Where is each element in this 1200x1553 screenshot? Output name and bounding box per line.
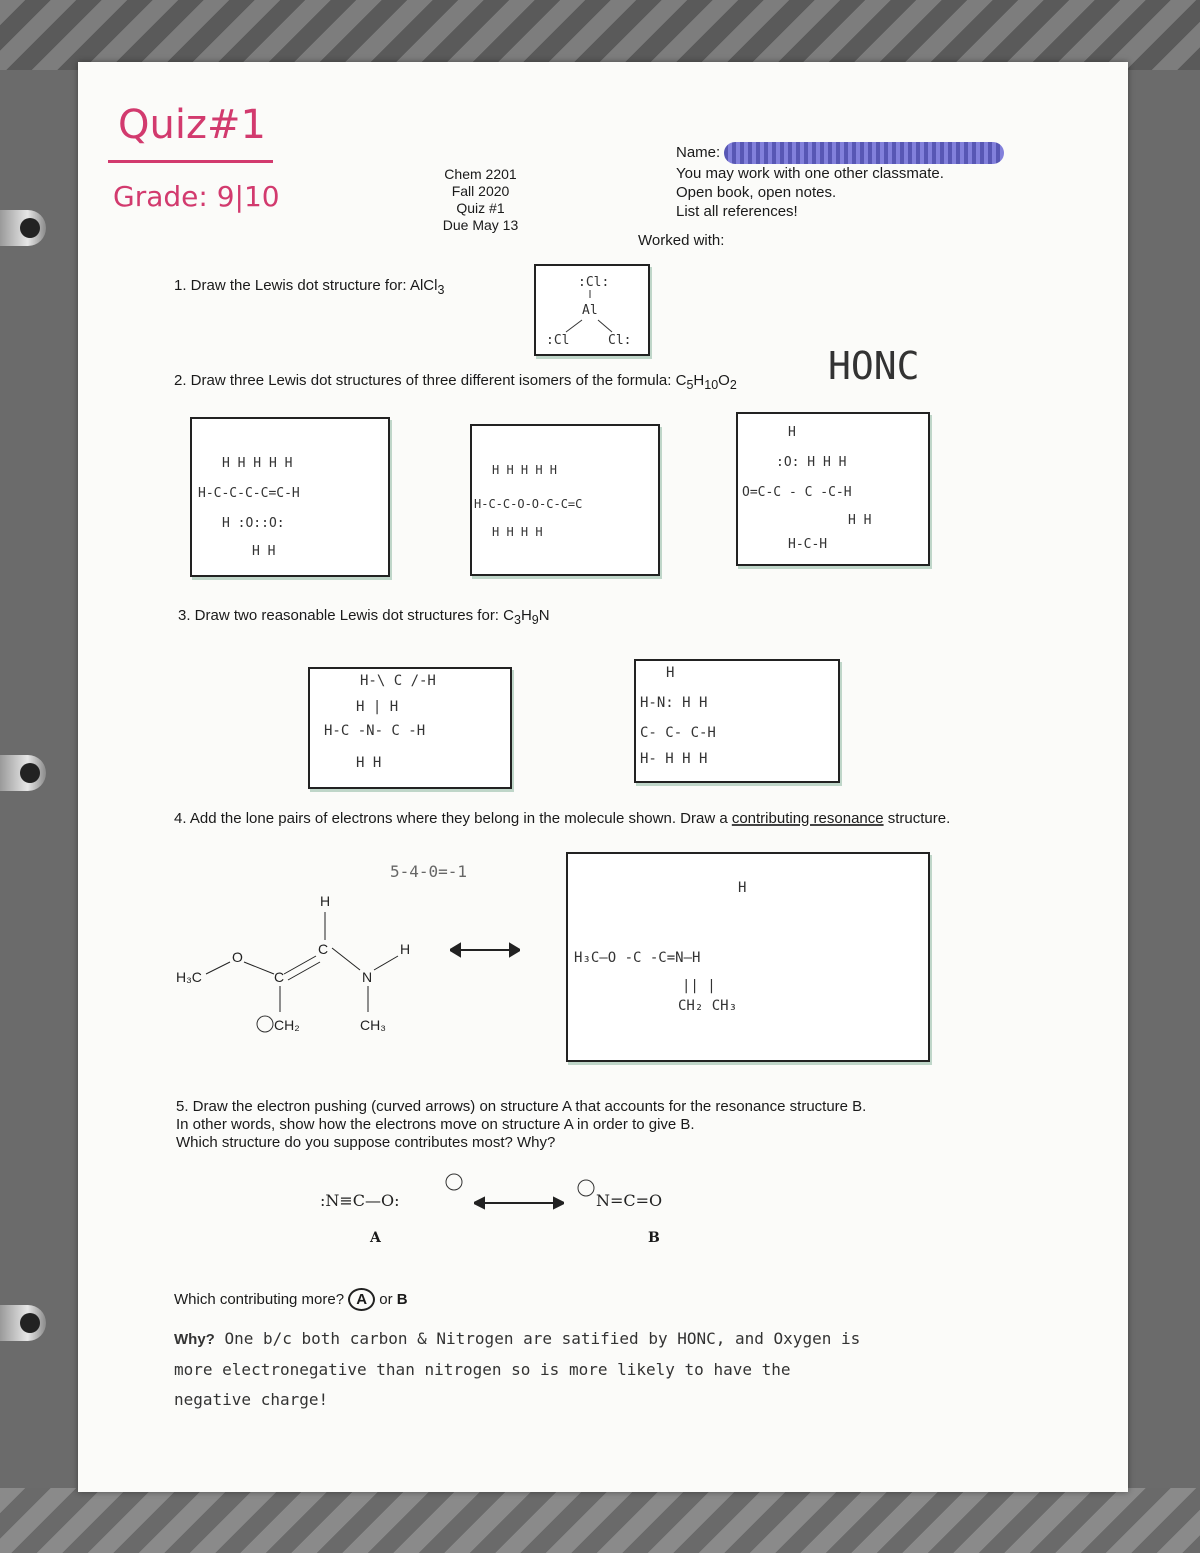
svg-text:|| |: || | xyxy=(682,978,716,994)
instruction-references: List all references! xyxy=(676,203,798,220)
background-bottom xyxy=(0,1488,1200,1553)
question-3-text: 3. Draw two reasonable Lewis dot structures for: xyxy=(178,607,499,624)
svg-text:H-C-C-C-C=C-H: H-C-C-C-C=C-H xyxy=(198,486,300,501)
selected-option-a: A xyxy=(348,1288,375,1311)
question-2 xyxy=(174,372,737,392)
svg-text:C: C xyxy=(318,941,329,957)
question-1 xyxy=(174,277,444,297)
q4-molecule xyxy=(170,882,530,1042)
svg-text:H-C-H: H-C-H xyxy=(788,537,828,552)
svg-text:H-N: H H: H-N: H H xyxy=(640,695,708,711)
answer-line-1: One b/c both carbon & Nitrogen are satified by HONC, and Oxygen is xyxy=(224,1329,861,1348)
grade-value: 9|10 xyxy=(216,180,280,213)
question-5-line-3: Which structure do you suppose contributes most? Why? xyxy=(176,1134,556,1151)
isomer-2-drawing xyxy=(472,426,658,574)
svg-text:H- H H H: H- H H H xyxy=(640,751,708,767)
svg-text:CH₂ CH₃: CH₂ CH₃ xyxy=(678,998,738,1014)
svg-text:O=C-C - C -C-H: O=C-C - C -C-H xyxy=(742,485,852,500)
question-4-emphasis: contributing resonance xyxy=(731,810,884,827)
resonance-arrow-5 xyxy=(474,1196,564,1210)
svg-text:H :O::O:: H :O::O: xyxy=(222,516,285,531)
svg-text:N: N xyxy=(362,969,373,985)
svg-text:H: H xyxy=(738,880,747,896)
answer-box-4 xyxy=(566,852,930,1062)
due-date: Due May 13 xyxy=(442,217,519,233)
svg-text::O: H H H: :O: H H H xyxy=(776,455,847,470)
question-1-formula: AlCl xyxy=(409,277,438,294)
question-1-text: 1. Draw the Lewis dot structure for: xyxy=(174,277,407,294)
answer-box-2a xyxy=(190,417,390,577)
structure-a-label: A xyxy=(370,1230,381,1246)
svg-text:H H: H H xyxy=(252,544,276,559)
formal-charge-calc: 5-4-0=-1 xyxy=(390,862,468,881)
svg-text::Cl:: :Cl: xyxy=(578,275,610,290)
isomer-3-drawing xyxy=(738,414,928,564)
answer-line-3: negative charge! xyxy=(174,1390,329,1409)
question-5-line-2: In other words, show how the electrons move on structure A in order to give B. xyxy=(176,1116,695,1133)
answer-line-2: more electronegative than nitrogen so is more likely to have the xyxy=(174,1360,791,1379)
instruction-open-book: Open book, open notes. xyxy=(676,184,837,201)
svg-text:H: H xyxy=(400,941,411,957)
why-label: Why? xyxy=(174,1331,215,1348)
svg-text:Al: Al xyxy=(582,303,598,318)
course-block xyxy=(418,166,543,234)
answer-box-2b xyxy=(470,424,660,576)
svg-text:H H H H H: H H H H H xyxy=(222,456,293,471)
structure-a-drawing xyxy=(314,1170,474,1230)
svg-text::N≡C—O:: :N≡C—O: xyxy=(320,1191,400,1210)
structure-b-label: B xyxy=(648,1230,660,1246)
alcl3-drawing xyxy=(536,266,648,354)
q4-given-structure xyxy=(170,882,530,1042)
svg-text:H₃C—O -C -C=N—H: H₃C—O -C -C=N—H xyxy=(574,950,701,966)
honc-note: HONC xyxy=(828,344,920,388)
svg-text:H H H H H: H H H H H xyxy=(492,463,558,477)
resonance-arrow-4 xyxy=(450,940,520,960)
question-2-text: 2. Draw three Lewis dot structures of three different isomers of the formula: xyxy=(174,372,672,389)
answer-box-3b xyxy=(634,659,840,783)
svg-text:C- C- C-H: C- C- C-H xyxy=(640,725,716,741)
question-2-formula: $C_5H_{10}O_2$ xyxy=(675,372,737,392)
q4-resonance-drawing xyxy=(568,854,928,1060)
svg-text:C: C xyxy=(274,969,285,985)
structure-a xyxy=(314,1170,474,1230)
instruction-classmate: You may work with one other classmate. xyxy=(676,165,944,182)
svg-text:H: H xyxy=(788,425,796,440)
question-4-text: 4. Add the lone pairs of electrons where they belong in the molecule shown. Draw a xyxy=(174,810,732,827)
quiz-title: Quiz#1 xyxy=(118,102,266,148)
svg-text:H-\ C /-H: H-\ C /-H xyxy=(360,673,436,689)
binder-ring-top xyxy=(0,210,46,246)
question-3-formula: $C_3H_9N$ xyxy=(503,607,550,627)
binder-ring-bottom xyxy=(0,1305,46,1341)
svg-text:H H H H: H H H H xyxy=(492,525,543,539)
question-5 xyxy=(176,1098,1096,1152)
svg-text:H: H xyxy=(666,665,675,681)
question-3 xyxy=(178,607,550,627)
option-b: B xyxy=(396,1291,408,1308)
svg-text:H | H: H | H xyxy=(356,699,399,715)
svg-text:H₃C: H₃C xyxy=(176,969,202,985)
svg-text:O: O xyxy=(232,949,243,965)
redacted-name xyxy=(724,142,1004,164)
quiz-sheet xyxy=(78,62,1128,1492)
name-label: Name: xyxy=(676,143,721,161)
svg-text:H H: H H xyxy=(848,513,872,528)
svg-text:H-C -N- C -H: H-C -N- C -H xyxy=(324,723,426,739)
question-4 xyxy=(174,810,1114,827)
quiz-number: Quiz #1 xyxy=(456,200,505,216)
svg-text:H: H xyxy=(320,893,331,909)
svg-text:CH₃: CH₃ xyxy=(360,1017,386,1033)
background-top xyxy=(0,0,1200,70)
question-4-text-end: structure. xyxy=(883,810,951,827)
structure-b xyxy=(574,1170,714,1230)
isomer-1-drawing xyxy=(192,419,388,575)
which-or: or xyxy=(379,1291,393,1308)
svg-text:CH₂: CH₂ xyxy=(274,1017,300,1033)
answer-box-1 xyxy=(534,264,650,356)
question-1-subscript: 3 xyxy=(437,283,445,297)
svg-text:Cl:: Cl: xyxy=(608,333,632,348)
which-question: Which contributing more? xyxy=(174,1291,345,1308)
question-5-line-1: 5. Draw the electron pushing (curved arrows) on structure A that accounts for the resonance structure B. xyxy=(176,1098,867,1115)
course: Chem 2201 xyxy=(444,166,517,182)
grade-line xyxy=(113,180,280,213)
structure-b-drawing xyxy=(574,1170,714,1230)
instructions-block xyxy=(676,142,1004,221)
svg-text::Cl: :Cl xyxy=(546,333,570,348)
worked-with-label: Worked with: xyxy=(638,232,725,249)
svg-text:N=C=O: N=C=O xyxy=(596,1191,663,1210)
answer-box-3a xyxy=(308,667,512,789)
title-underline xyxy=(108,160,273,163)
binder-ring-middle xyxy=(0,755,46,791)
why-answer xyxy=(174,1324,1114,1415)
svg-text:H H: H H xyxy=(356,755,382,771)
trimethylamine-drawing xyxy=(310,669,510,787)
grade-label: Grade: xyxy=(113,180,208,213)
svg-text:H-C-C-O-O-C-C=C: H-C-C-O-O-C-C=C xyxy=(474,497,583,511)
term: Fall 2020 xyxy=(451,183,510,199)
answer-box-2c xyxy=(736,412,930,566)
which-line xyxy=(174,1288,408,1311)
propylamine-drawing xyxy=(636,661,838,781)
